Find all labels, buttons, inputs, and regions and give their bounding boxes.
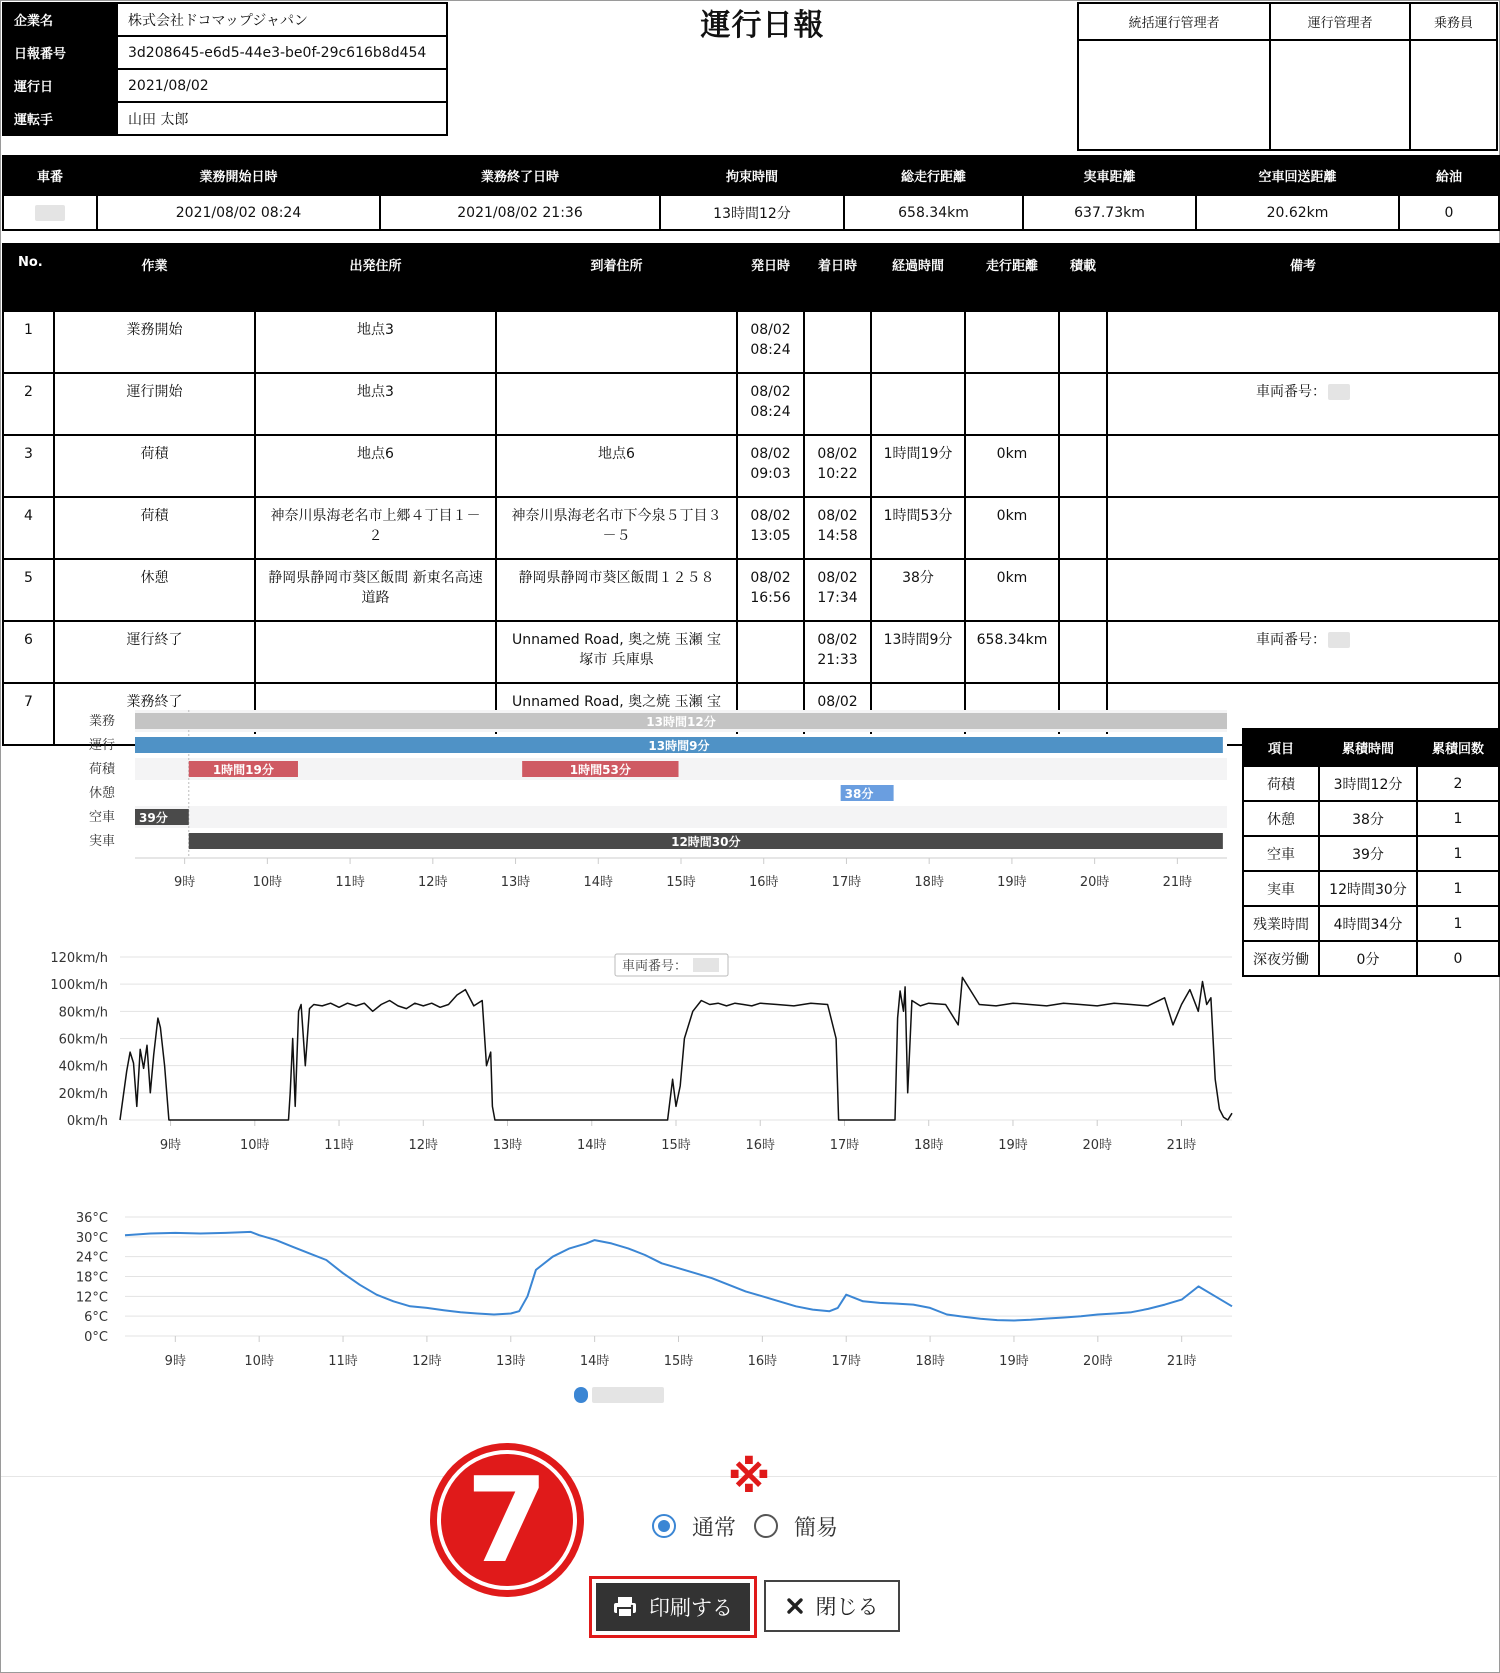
table-row (1243, 941, 1499, 976)
timeline-bar-label: 12時間30分 (671, 835, 741, 849)
x-tick-label: 11時 (328, 1354, 358, 1369)
ops-cell-no: 6 (3, 621, 54, 683)
ops-cell-elapsed: 1時間53分 (871, 497, 965, 559)
timeline-row-bg (135, 758, 1227, 780)
y-tick-label: 0km/h (66, 1114, 108, 1129)
info-row-driver (3, 102, 447, 135)
table-row (1243, 906, 1499, 941)
stamp-cell (1078, 40, 1270, 150)
stats-cell: 38分 (1319, 801, 1417, 836)
timeline-bar-label: 39分 (139, 811, 168, 825)
ops-cell-to: 神奈川県海老名市下今泉５丁目３－５ (496, 497, 737, 559)
redacted-vehicle-number (1328, 632, 1350, 648)
stats-header: 累積時間 (1319, 729, 1417, 766)
ops-cell-arr: 08/02 14:58 (804, 497, 871, 559)
work-timeline-chart (70, 700, 1240, 900)
timeline-bar-label: 1時間19分 (212, 763, 274, 777)
y-tick-label: 80km/h (58, 1005, 108, 1021)
x-tick-label: 13時 (495, 1354, 526, 1369)
summary-value: 13時間12分 (660, 195, 844, 230)
ops-cell-arr: 08/02 21:33 (804, 621, 871, 683)
timeline-category-label: 運行 (88, 738, 115, 753)
stats-cell: 休憩 (1243, 801, 1319, 836)
redacted-vehicle-number (693, 958, 719, 972)
radio-normal[interactable] (652, 1514, 676, 1538)
temperature-chart (60, 1200, 1240, 1415)
info-value: 山田 太郎 (117, 102, 447, 135)
summary-value: 2021/08/02 08:24 (97, 195, 380, 230)
ops-header: 備考 (1107, 244, 1499, 311)
ops-cell-from (255, 621, 496, 683)
ops-cell-note: 車両番号： (1107, 373, 1499, 435)
timeline-tick-label: 20時 (1079, 875, 1110, 890)
ops-cell-task: 業務終了 (54, 683, 255, 745)
x-tick-label: 19時 (999, 1354, 1029, 1369)
radio-simple-label[interactable]: 簡易 (794, 1515, 839, 1541)
ops-cell-to (496, 311, 737, 373)
ops-cell-dep: 08/02 13:05 (737, 497, 804, 559)
table-row (3, 497, 1499, 559)
ops-cell-elapsed: 13時間9分 (871, 621, 965, 683)
x-tick-label: 19時 (998, 1138, 1028, 1153)
ops-cell-to: 静岡県静岡市葵区飯間１２５８ (496, 559, 737, 621)
ops-cell-dep: 08/02 08:24 (737, 311, 804, 373)
stats-cell: 荷積 (1243, 766, 1319, 801)
x-tick-label: 12時 (408, 1138, 439, 1153)
ops-cell-note (1107, 311, 1499, 373)
ops-header: 出発住所 (255, 244, 496, 311)
ops-cell-from: 地点6 (255, 435, 496, 497)
ops-cell-from: 静岡県静岡市葵区飯間 新東名高速道路 (255, 559, 496, 621)
vehicle-number-cell (3, 195, 97, 230)
timeline-row-bg (135, 782, 1227, 804)
speed-legend-label: 車両番号： (622, 959, 688, 974)
ops-header: 着日時 (804, 244, 871, 311)
stats-header: 項目 (1243, 729, 1319, 766)
report-info-table (2, 2, 448, 136)
x-tick-label: 15時 (661, 1138, 691, 1153)
y-tick-label: 40km/h (58, 1059, 108, 1075)
ops-cell-task: 運行終了 (54, 621, 255, 683)
ops-cell-load (1059, 497, 1107, 559)
timeline-bar-label: 1時間53分 (569, 763, 631, 777)
ops-cell-dist (965, 373, 1059, 435)
stamp-cell (1410, 40, 1497, 150)
x-tick-label: 9時 (159, 1138, 182, 1153)
stats-cell: 0 (1417, 941, 1499, 976)
ops-cell-dist: 0km (965, 497, 1059, 559)
close-button-label: 閉じる (815, 1595, 879, 1619)
timeline-category-label: 空車 (88, 810, 115, 825)
stamp-header: 運行管理者 (1270, 3, 1410, 40)
stats-header: 累積回数 (1417, 729, 1499, 766)
y-tick-label: 120km/h (50, 951, 108, 966)
timeline-bar-label: 13時間12分 (646, 715, 716, 729)
print-button-highlight (589, 1576, 757, 1638)
x-tick-label: 18時 (915, 1354, 945, 1369)
ops-cell-task: 運行開始 (54, 373, 255, 435)
ops-cell-elapsed: 38分 (871, 559, 965, 621)
speed-chart (40, 940, 1240, 1160)
x-tick-label: 10時 (244, 1354, 274, 1369)
stats-cell: 39分 (1319, 836, 1417, 871)
step-number: 7 (437, 1450, 577, 1590)
timeline-tick-label: 16時 (748, 875, 779, 890)
temperature-legend (574, 1387, 664, 1403)
summary-header: 車番 (3, 156, 97, 195)
ops-cell-dist (965, 311, 1059, 373)
approval-stamp-table (1077, 2, 1498, 151)
timeline-category-label: 荷積 (88, 762, 115, 777)
redacted-vehicle-number (1328, 384, 1350, 400)
printer-icon (613, 1596, 637, 1618)
print-mode-radio-group (652, 1510, 856, 1542)
ops-cell-to (496, 373, 737, 435)
print-button-label: 印刷する (649, 1596, 733, 1620)
ops-cell-no: 7 (3, 683, 54, 745)
ops-cell-arr: 08/02 17:34 (804, 559, 871, 621)
stats-cell: 2 (1417, 766, 1499, 801)
ops-cell-dist: 658.34km (965, 621, 1059, 683)
ops-header: No. (3, 244, 54, 311)
stats-cell: 0分 (1319, 941, 1417, 976)
summary-value: 637.73km (1023, 195, 1196, 230)
legend-marker (574, 1387, 588, 1403)
x-tick-label: 10時 (240, 1138, 270, 1153)
ops-header: 経過時間 (871, 244, 965, 311)
info-label: 日報番号 (3, 36, 117, 69)
y-tick-label: 30°C (75, 1230, 108, 1246)
stats-cell: 1 (1417, 871, 1499, 906)
y-tick-label: 0°C (84, 1330, 108, 1345)
ops-cell-arr (804, 311, 871, 373)
info-value: 株式会社ドコマップジャパン (117, 3, 447, 36)
x-tick-label: 9時 (164, 1354, 186, 1369)
info-value: 2021/08/02 (117, 69, 447, 102)
y-tick-label: 100km/h (50, 978, 108, 994)
close-icon (786, 1597, 804, 1615)
ops-cell-from: 地点3 (255, 373, 496, 435)
info-label: 企業名 (3, 3, 117, 36)
stats-cell: 1 (1417, 836, 1499, 871)
stats-cell: 1 (1417, 906, 1499, 941)
table-row (3, 621, 1499, 683)
ops-cell-elapsed: 1時間19分 (871, 435, 965, 497)
x-tick-label: 17時 (829, 1138, 860, 1153)
info-row-company (3, 3, 447, 36)
table-row (1243, 766, 1499, 801)
ops-cell-task: 業務開始 (54, 311, 255, 373)
table-row (3, 559, 1499, 621)
ops-cell-to: Unnamed Road, 奥之焼 玉瀬 宝塚市 兵庫県 (496, 621, 737, 683)
x-tick-label: 21時 (1166, 1354, 1197, 1369)
ops-cell-load (1059, 311, 1107, 373)
ops-cell-no: 1 (3, 311, 54, 373)
x-tick-label: 12時 (412, 1354, 442, 1369)
ops-cell-from: 神奈川県海老名市上郷４丁目１－２ (255, 497, 496, 559)
x-tick-label: 16時 (747, 1354, 778, 1369)
ops-header: 到着住所 (496, 244, 737, 311)
ops-cell-arr: 08/02 10:22 (804, 435, 871, 497)
ops-cell-from: 地点3 (255, 311, 496, 373)
ops-cell-load (1059, 621, 1107, 683)
ops-cell-load (1059, 373, 1107, 435)
ops-cell-no: 3 (3, 435, 54, 497)
x-tick-label: 14時 (576, 1138, 607, 1153)
stamp-cell (1270, 40, 1410, 150)
ops-cell-note (1107, 497, 1499, 559)
timeline-tick-label: 12時 (418, 875, 448, 890)
y-tick-label: 6°C (84, 1310, 108, 1326)
ops-cell-task: 休憩 (54, 559, 255, 621)
y-tick-label: 20km/h (58, 1086, 108, 1102)
timeline-tick-label: 13時 (500, 875, 531, 890)
timeline-tick-label: 11時 (335, 875, 365, 890)
stats-cell: 12時間30分 (1319, 871, 1417, 906)
timeline-tick-label: 10時 (252, 875, 283, 890)
ops-cell-load (1059, 435, 1107, 497)
y-tick-label: 60km/h (58, 1032, 108, 1048)
x-tick-label: 20時 (1083, 1354, 1113, 1369)
x-tick-label: 21時 (1166, 1138, 1197, 1153)
ops-cell-no: 4 (3, 497, 54, 559)
table-row (3, 311, 1499, 373)
timeline-tick-label: 17時 (831, 875, 862, 890)
timeline-tick-label: 19時 (997, 875, 1027, 890)
stats-cell: 4時間34分 (1319, 906, 1417, 941)
info-label: 運転手 (3, 102, 117, 135)
ops-cell-task: 荷積 (54, 435, 255, 497)
timeline-category-label: 業務 (88, 714, 115, 729)
ops-cell-dep: 08/02 09:03 (737, 435, 804, 497)
info-label: 運行日 (3, 69, 117, 102)
table-row (1243, 801, 1499, 836)
timeline-category-label: 休憩 (88, 786, 115, 801)
table-row (1243, 871, 1499, 906)
stats-cell: 実車 (1243, 871, 1319, 906)
ops-cell-to: Unnamed Road, 奥之焼 玉瀬 宝 (496, 683, 737, 745)
y-tick-label: 18°C (75, 1270, 108, 1286)
note-mark: ※ (727, 1452, 771, 1503)
x-tick-label: 16時 (745, 1138, 776, 1153)
summary-header: 拘束時間 (660, 156, 844, 195)
ops-cell-elapsed (871, 373, 965, 435)
timeline-row-bg (135, 806, 1227, 828)
radio-simple[interactable] (754, 1514, 778, 1538)
y-tick-label: 12°C (75, 1290, 108, 1306)
summary-header: 業務開始日時 (97, 156, 380, 195)
operations-table (2, 243, 1500, 746)
ops-cell-dist: 0km (965, 559, 1059, 621)
timeline-tick-label: 14時 (583, 875, 614, 890)
x-tick-label: 17時 (831, 1354, 862, 1369)
x-tick-label: 18時 (913, 1138, 944, 1153)
timeline-bar-label: 38分 (844, 787, 874, 801)
y-tick-label: 36°C (75, 1211, 108, 1226)
x-tick-label: 15時 (663, 1354, 694, 1369)
timeline-bar-label: 13時間9分 (648, 739, 710, 753)
close-button[interactable] (764, 1580, 900, 1632)
summary-header: 給油 (1399, 156, 1499, 195)
page-title: 運行日報 (700, 8, 825, 43)
summary-value: 658.34km (844, 195, 1023, 230)
ops-header: 走行距離 (965, 244, 1059, 311)
stats-cell: 3時間12分 (1319, 766, 1417, 801)
timeline-category-label: 実車 (88, 834, 115, 849)
info-value: 3d208645-e6d5-44e3-be0f-29c616b8d454 (117, 36, 447, 69)
timeline-tick-label: 9時 (173, 875, 196, 890)
series-line (120, 977, 1232, 1120)
summary-value: 0 (1399, 195, 1499, 230)
info-row-date (3, 69, 447, 102)
stamp-header: 統括運行管理者 (1078, 3, 1270, 40)
x-tick-label: 14時 (579, 1354, 610, 1369)
ops-cell-to: 地点6 (496, 435, 737, 497)
print-button[interactable] (596, 1583, 750, 1631)
summary-table (2, 155, 1500, 231)
ops-header: 積載 (1059, 244, 1107, 311)
ops-cell-arr: 08/02 (804, 683, 871, 745)
ops-cell-dep: 08/02 16:56 (737, 559, 804, 621)
ops-cell-task: 荷積 (54, 497, 255, 559)
x-tick-label: 11時 (324, 1138, 354, 1153)
ops-cell-no: 2 (3, 373, 54, 435)
ops-cell-dep: 08/02 08:24 (737, 373, 804, 435)
summary-header: 業務終了日時 (380, 156, 660, 195)
ops-header: 作業 (54, 244, 255, 311)
table-row (3, 373, 1499, 435)
ops-cell-load (1059, 559, 1107, 621)
summary-header: 総走行距離 (844, 156, 1023, 195)
ops-header: 発日時 (737, 244, 804, 311)
ops-cell-note: 車両番号： (1107, 621, 1499, 683)
info-row-report-number (3, 36, 447, 69)
ops-cell-no: 5 (3, 559, 54, 621)
timeline-tick-label: 18時 (914, 875, 944, 890)
table-row (3, 435, 1499, 497)
step-badge (430, 1443, 584, 1597)
summary-header: 実車距離 (1023, 156, 1196, 195)
radio-normal-label[interactable]: 通常 (692, 1515, 737, 1541)
ops-cell-dist: 0km (965, 435, 1059, 497)
stats-cell: 1 (1417, 801, 1499, 836)
ops-cell-arr (804, 373, 871, 435)
legend-label-redacted (592, 1387, 664, 1403)
stats-cell: 残業時間 (1243, 906, 1319, 941)
summary-value: 20.62km (1196, 195, 1399, 230)
summary-header: 空車回送距離 (1196, 156, 1399, 195)
ops-cell-dep (737, 621, 804, 683)
cumulative-stats-table (1242, 728, 1500, 977)
ops-cell-elapsed (871, 311, 965, 373)
ops-cell-note (1107, 435, 1499, 497)
table-row (1243, 836, 1499, 871)
y-tick-label: 24°C (75, 1250, 108, 1266)
stats-cell: 空車 (1243, 836, 1319, 871)
ops-cell-note (1107, 559, 1499, 621)
timeline-tick-label: 21時 (1162, 875, 1193, 890)
timeline-tick-label: 15時 (666, 875, 696, 890)
redacted-vehicle-number (35, 205, 65, 221)
x-tick-label: 13時 (492, 1138, 523, 1153)
summary-value: 2021/08/02 21:36 (380, 195, 660, 230)
stamp-header: 乗務員 (1410, 3, 1497, 40)
x-tick-label: 20時 (1082, 1138, 1112, 1153)
stats-cell: 深夜労働 (1243, 941, 1319, 976)
